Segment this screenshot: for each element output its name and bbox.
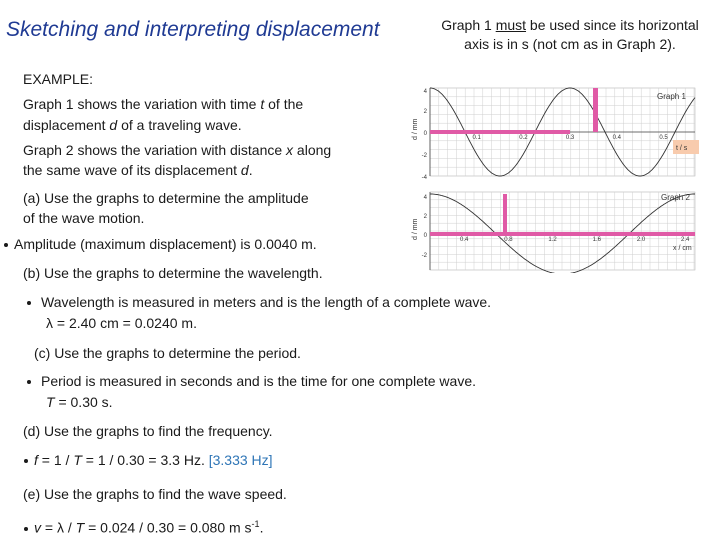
graph-1-ytick: 0 xyxy=(423,131,427,137)
graph-2-ylabel: d / mm xyxy=(412,218,419,240)
example-graph1-line1: Graph 1 shows the variation with time t of the xyxy=(23,96,304,112)
question-c: (c) Use the graphs to determine the period. xyxy=(34,345,301,361)
graph-1-xtick: 0.4 xyxy=(612,135,621,141)
bullet-icon xyxy=(4,243,8,247)
graph-2-ytick: -2 xyxy=(421,253,427,259)
graph-2-label: Graph 2 xyxy=(661,193,690,202)
answer-d: f = 1 / T = 1 / 0.30 = 3.3 Hz. [3.333 Hz] xyxy=(24,451,273,470)
graph-1-amplitude-highlight xyxy=(593,88,598,132)
page-title: Sketching and interpreting displacement xyxy=(6,18,380,41)
question-a-line2: of the wave motion. xyxy=(23,210,145,226)
graph-2-xtick: 2.4 xyxy=(681,237,690,243)
graph-2-xtick: 1.2 xyxy=(548,237,557,243)
graph-1-xtick: 0.2 xyxy=(519,135,528,141)
graph-1-ytick: -2 xyxy=(421,153,427,159)
answer-c-line1: Period is measured in seconds and is the time for one complete wave. xyxy=(27,372,476,391)
graph-2-xtick: 1.6 xyxy=(592,237,601,243)
graph-1-xtick: 0.1 xyxy=(472,135,481,141)
question-e: (e) Use the graphs to find the wave speed. xyxy=(23,486,287,502)
graph-2-amplitude-highlight xyxy=(503,194,507,234)
graph-1 xyxy=(405,80,705,185)
bullet-icon xyxy=(27,380,31,384)
graph-2-xtick: 2.0 xyxy=(636,237,646,243)
graph-2-ytick: 4 xyxy=(423,195,427,201)
graph-2-xtick: 0.4 xyxy=(460,237,469,243)
graph-note: Graph 1 must be used since its horizontal axis is in s (not cm as in Graph 2). xyxy=(441,17,699,52)
question-d: (d) Use the graphs to find the frequency. xyxy=(23,423,273,439)
graph-1-ytick: -4 xyxy=(421,175,427,181)
graph-2-xlabel: x / cm xyxy=(673,245,692,252)
graph-1-xlabel: t / s xyxy=(676,145,688,152)
bullet-icon xyxy=(27,301,31,305)
graph-2-grid xyxy=(430,192,695,270)
example-graph1-line2: displacement d of a traveling wave. xyxy=(23,117,242,133)
graph-2-ytick: 0 xyxy=(423,233,427,239)
graph-1-period-highlight xyxy=(430,130,570,134)
question-b: (b) Use the graphs to determine the wavelength. xyxy=(23,265,323,281)
graph-2 xyxy=(405,188,705,273)
graph-2-wavelength-highlight xyxy=(430,232,695,236)
bullet-icon xyxy=(24,527,28,531)
graph-2-xtick: 0.8 xyxy=(504,237,513,243)
answer-b-line2: λ = 2.40 cm = 0.0240 m. xyxy=(46,315,197,331)
example-graph2-line2: the same wave of its displacement d. xyxy=(23,162,253,178)
answer-a: Amplitude (maximum displacement) is 0.0040 m. xyxy=(4,235,317,254)
graph-1-label: Graph 1 xyxy=(657,92,686,101)
answer-b-line1: Wavelength is measured in meters and is the length of a complete wave. xyxy=(27,293,491,312)
graph-2-ytick: 2 xyxy=(423,214,427,220)
bullet-icon xyxy=(24,459,28,463)
graph-1-ytick: 4 xyxy=(423,89,427,95)
graph-1-ytick: 2 xyxy=(423,109,427,115)
graph-1-ylabel: d / mm xyxy=(412,118,419,140)
answer-c-line2: T = 0.30 s. xyxy=(46,394,113,410)
question-a-line1: (a) Use the graphs to determine the amplitude xyxy=(23,190,309,206)
graph-1-xtick: 0.5 xyxy=(659,135,668,141)
example-label: EXAMPLE: xyxy=(23,71,94,87)
answer-e: v = λ / T = 0.024 / 0.30 = 0.080 m $s^{-1}$. xyxy=(24,515,263,538)
graph-1-xtick: 0.3 xyxy=(565,135,575,141)
example-graph2-line1: Graph 2 shows the variation with distance x along xyxy=(23,142,332,158)
